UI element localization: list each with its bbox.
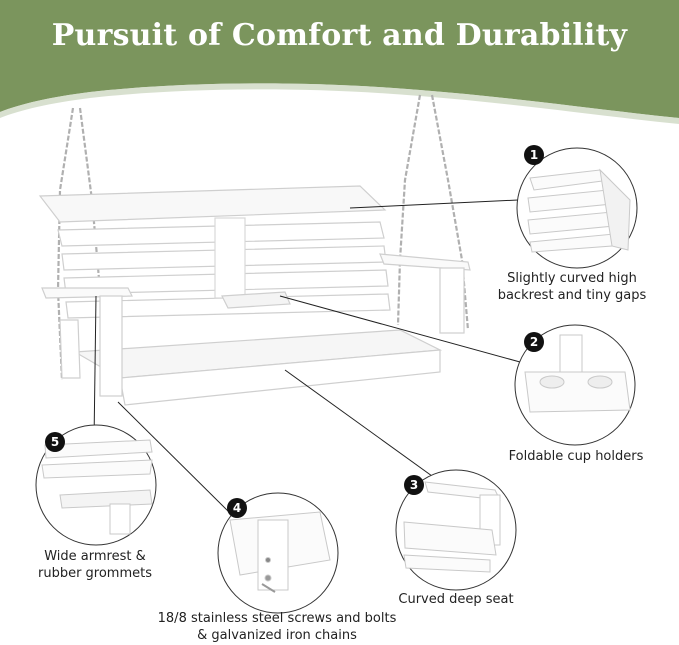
badge-4: 4 [227, 498, 247, 518]
caption-5: Wide armrest & rubber grommets [37, 549, 153, 581]
caption-3: Curved deep seat [398, 592, 514, 607]
badge-3: 3 [404, 475, 424, 495]
chain-right-outer [398, 95, 420, 325]
caption-2: Foldable cup holders [508, 449, 644, 464]
page-title: Pursuit of Comfort and Durability [51, 18, 628, 53]
badge-2: 2 [524, 332, 544, 352]
caption-4: 18/8 stainless steel screws and bolts & galvanized iron chains [157, 611, 397, 643]
badge-1: 1 [524, 145, 544, 165]
badge-5: 5 [45, 432, 65, 452]
caption-1: Slightly curved high backrest and tiny gaps [497, 271, 647, 303]
leader-3 [285, 370, 432, 476]
porch-swing [40, 186, 470, 405]
